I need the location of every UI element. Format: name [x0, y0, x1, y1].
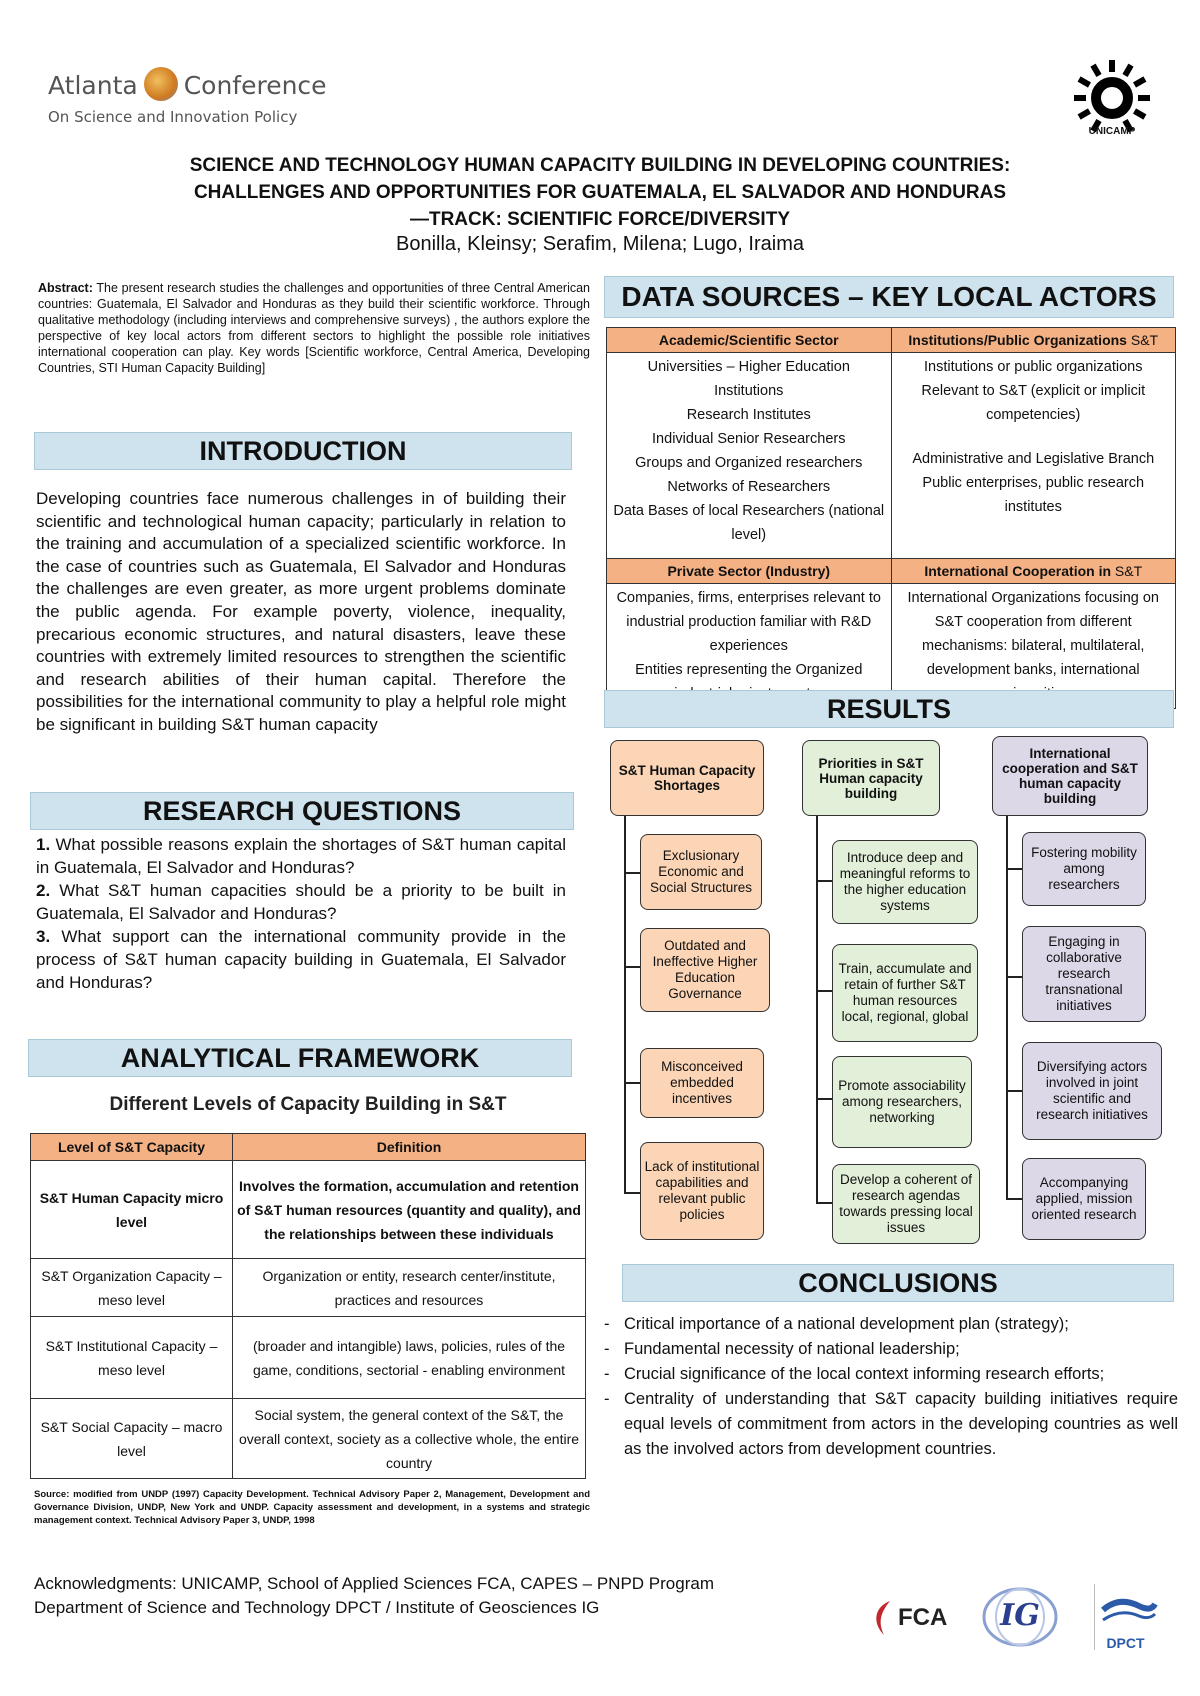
connector-line — [624, 1192, 640, 1194]
list-item: - Crucial significance of the local context informing research efforts; — [604, 1362, 1178, 1387]
connector-line — [624, 966, 640, 968]
dpct-logo — [1094, 1584, 1156, 1650]
shortages-header: S&T Human Capacity Shortages — [610, 740, 764, 816]
research-questions-heading: RESEARCH QUESTIONS — [30, 792, 574, 830]
introduction-text: Developing countries face numerous challenges in of building their scientific and technological human capacity; particularly in relation to the training and accumulation of a specialized scientific workforce. In the case of countries such as Guatemala, El Salvador and Honduras the challenges are even greater, as more urgent problems dominate the public agenda. For example poverty, violence, inequality, precarious economic structures, and natural disasters, leave these countries with extremely limited resources to strengthen the scientific and research abilities of their human capital. Therefore the possibilities for the international community to play a helpful role might be significant in building S&T human capacity — [36, 489, 566, 734]
list-item: Individual Senior Researchers — [652, 431, 846, 447]
dpct-wave-icon — [1099, 1590, 1159, 1630]
title-line-2: CHALLENGES AND OPPORTUNITIES FOR GUATEMALA, EL SALVADOR AND HONDURAS — [193, 182, 1007, 203]
table-row — [31, 1317, 586, 1399]
list-item: Universities – Higher Education Institutions — [647, 359, 850, 399]
fca-logo-text: FCA — [898, 1604, 948, 1631]
definition-cell: Organization or entity, research center/institute, practices and resources — [233, 1259, 586, 1317]
fca-logo — [870, 1598, 960, 1638]
framework-heading: ANALYTICAL FRAMEWORK — [28, 1039, 572, 1077]
poster-title — [60, 152, 1140, 233]
connector-line — [1006, 1090, 1022, 1092]
result-box: Outdated and Ineffective Higher Education Governance — [640, 928, 770, 1012]
table-row — [31, 1259, 586, 1317]
conference-name-left: Atlanta — [48, 71, 138, 100]
connector-line — [624, 872, 640, 874]
result-box: Promote associability among researchers, networking — [832, 1056, 972, 1148]
level-cell: S&T Social Capacity – macro level — [31, 1399, 233, 1479]
source-note: Source: modified from UNDP (1997) Capacity Development. Technical Advisory Paper 2, Management, Development and Governance Division, UNDP, New York and UNDP. Capacity assessment and development, in a systems and strategic management context. Technical Advisory Paper 3, UNDP, 1998 — [34, 1489, 590, 1526]
title-line-1: SCIENCE AND TECHNOLOGY HUMAN CAPACITY BUILDING IN DEVELOPING COUNTRIES: — [189, 155, 1011, 176]
list-item: - Centrality of understanding that S&T capacity building initiatives require equal levels of commitment from actors in the developing countries as well as the involved actors from development countries. — [604, 1387, 1178, 1462]
definition-cell: Involves the formation, accumulation and retention of S&T human resources (quantity and quality), and the relationships between these individuals — [233, 1161, 586, 1259]
list-item: Data Bases of local Researchers (national level) — [613, 503, 885, 543]
list-item: Groups and Organized researchers — [635, 455, 863, 471]
level-cell: S&T Human Capacity micro level — [31, 1161, 233, 1259]
private-sector-header: Private Sector (Industry) — [607, 559, 892, 584]
level-cell: S&T Institutional Capacity –meso level — [31, 1317, 233, 1399]
connector-line — [816, 1202, 832, 1204]
conclusions-heading: CONCLUSIONS — [622, 1264, 1174, 1302]
connector-line — [816, 990, 832, 992]
abstract — [38, 280, 590, 376]
fca-leaf-icon — [870, 1599, 896, 1637]
conference-logo — [48, 70, 327, 104]
table-header-definition: Definition — [233, 1134, 586, 1161]
title-line-3: —TRACK: SCIENTIFIC FORCE/DIVERSITY — [409, 209, 790, 230]
research-questions-list — [36, 834, 566, 995]
conference-subtitle: On Science and Innovation Policy — [48, 108, 298, 126]
definition-cell: Social system, the general context of the S&T, the overall context, society as a collective whole, the entire country — [233, 1399, 586, 1479]
institutions-header: Institutions/Public Organizations S&T — [891, 328, 1176, 353]
list-item: Companies, firms, enterprises relevant to industrial production familiar with R&D experiences — [616, 590, 881, 654]
acknowledgments — [34, 1572, 714, 1620]
result-box: Diversifying actors involved in joint scientific and research initiatives — [1022, 1042, 1162, 1140]
priorities-header: Priorities in S&T Human capacity building — [802, 740, 940, 816]
connector-line — [816, 880, 832, 882]
list-item: Public enterprises, public research institutes — [922, 475, 1145, 515]
research-question: 1. What possible reasons explain the shortages of S&T human capital in Guatemala, El Salvador and Honduras? — [36, 835, 566, 877]
list-item: Administrative and Legislative Branch — [912, 451, 1155, 467]
connector-line — [1006, 868, 1022, 870]
connector-line — [816, 1098, 832, 1100]
connector-line — [1006, 816, 1008, 1200]
framework-table — [30, 1133, 586, 1479]
result-box: Exclusionary Economic and Social Structures — [640, 834, 762, 910]
connector-line — [624, 1082, 640, 1084]
ig-logo — [980, 1586, 1060, 1648]
list-item: International Organizations focusing on S&T cooperation from different mechanisms: bilateral, multilateral, development banks, international — [907, 590, 1159, 678]
definition-cell: (broader and intangible) laws, policies, rules of the game, conditions, sectorial - enabling environment — [233, 1317, 586, 1399]
result-box: Introduce deep and meaningful reforms to the higher education systems — [832, 840, 978, 924]
academic-sector-header: Academic/Scientific Sector — [607, 328, 892, 353]
connector-line — [1006, 1198, 1022, 1200]
introduction-heading: INTRODUCTION — [34, 432, 572, 470]
result-box: Engaging in collaborative research transnational initiatives — [1022, 926, 1146, 1022]
connector-line — [1006, 976, 1022, 978]
abstract-text: The present research studies the challenges and opportunities of three Central American countries: Guatemala, El Salvador and Honduras as they build their scientific workforce. Through qualitative methodology (including interviews and comprehensive surveys) , the authors explore the perspective of key local actors from different sectors to highlight the possible role initiatives international cooperation can play. Key words [Scientific workforce, Central America, Developing Countries, STI Human Capacity Building] — [38, 281, 590, 375]
framework-subtitle: Different Levels of Capacity Building in S&T — [109, 1094, 507, 1115]
data-sources-heading: DATA SOURCES – KEY LOCAL ACTORS — [604, 276, 1174, 318]
acknowledgments-line-2: Department of Science and Technology DPCT / Institute of Geosciences IG — [34, 1598, 600, 1617]
table-header-row — [31, 1134, 586, 1161]
ig-logo-text: IG — [1000, 1598, 1040, 1633]
table-row — [31, 1399, 586, 1479]
result-box: Misconceived embedded incentives — [640, 1048, 764, 1118]
result-box: Develop a coherent of research agendas towards pressing local issues — [832, 1164, 980, 1244]
institutions-list — [891, 353, 1176, 559]
unicamp-label: UNICAMP — [1088, 126, 1136, 137]
table-row — [31, 1161, 586, 1259]
research-question: 3. What support can the international community provide in the process of S&T human capacity building in Guatemala, El Salvador and Honduras? — [36, 927, 566, 992]
list-item: Research Institutes — [686, 407, 811, 423]
dpct-logo-text: DPCT — [1106, 1635, 1145, 1651]
international-cooperation-result-header: International cooperation and S&T human capacity building — [992, 736, 1148, 816]
acknowledgments-line-1: Acknowledgments: UNICAMP, School of Applied Sciences FCA, CAPES – PNPD Program — [34, 1574, 714, 1593]
results-heading: RESULTS — [604, 690, 1174, 728]
research-question: 2. What S&T human capacities should be a priority to be built in Guatemala, El Salvador and Honduras? — [36, 881, 566, 923]
list-item: - Fundamental necessity of national leadership; — [604, 1337, 1178, 1362]
conclusions-list — [604, 1312, 1178, 1462]
connector-line — [816, 816, 818, 1204]
international-cooperation-header: International Cooperation in S&T — [891, 559, 1176, 584]
level-cell: S&T Organization Capacity –meso level — [31, 1259, 233, 1317]
authors: Bonilla, Kleinsy; Serafim, Milena; Lugo, Iraima — [396, 233, 804, 255]
result-box: Accompanying applied, mission oriented research — [1022, 1158, 1146, 1240]
list-item: Institutions or public organizations Relevant to S&T (explicit or implicit competencies) — [921, 359, 1146, 423]
result-box: Fostering mobility among researchers — [1022, 832, 1146, 906]
table-header-level: Level of S&T Capacity — [31, 1134, 233, 1161]
list-item: Networks of Researchers — [667, 479, 831, 495]
list-item: Entities representing the Organized — [635, 662, 863, 678]
globe-icon — [144, 67, 178, 101]
list-item: - Critical importance of a national development plan (strategy); — [604, 1312, 1178, 1337]
data-sources-table — [606, 327, 1176, 709]
result-box: Lack of institutional capabilities and relevant public policies — [640, 1142, 764, 1240]
abstract-label: Abstract: — [38, 281, 93, 295]
conference-name-right: Conference — [183, 71, 327, 100]
academic-sector-list — [607, 353, 892, 559]
result-box: Train, accumulate and retain of further S&T human resources local, regional, global — [832, 944, 978, 1042]
